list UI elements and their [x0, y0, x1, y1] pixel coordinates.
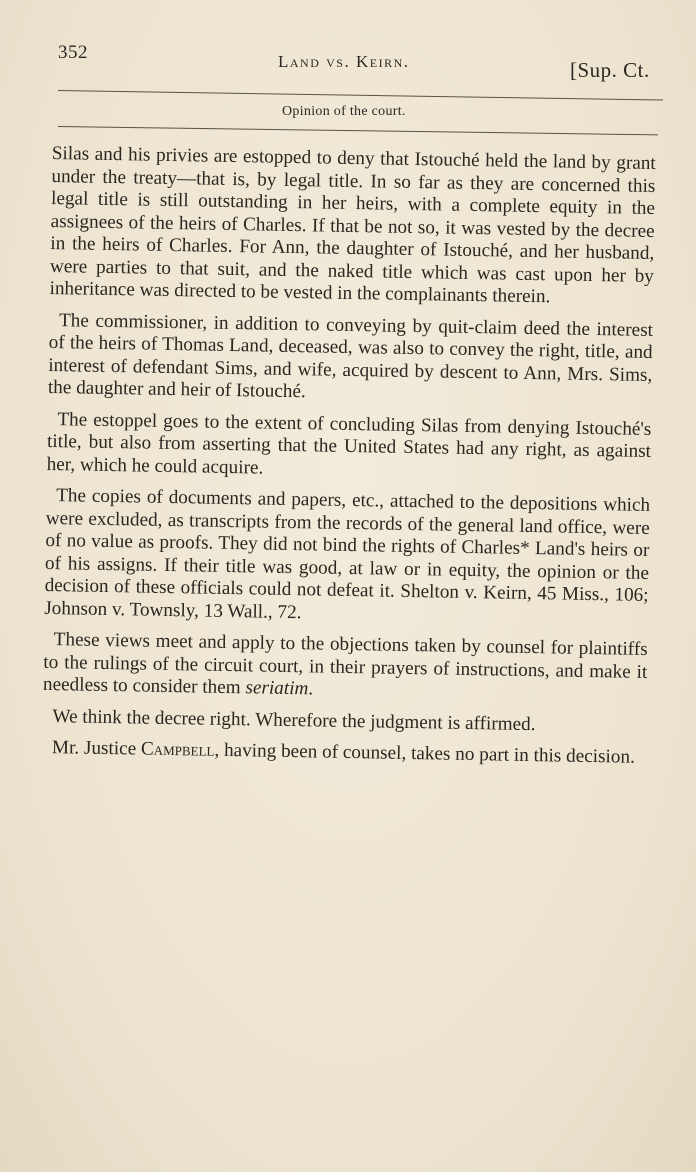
paragraph-5: [43, 629, 648, 707]
paragraph-7: [42, 737, 646, 770]
paragraph-5-end: .: [308, 678, 314, 700]
justice-name: Campbell: [140, 738, 215, 761]
opinion-body: [42, 143, 656, 778]
paragraph-5-italic: seriatim: [245, 677, 309, 700]
page-header: [58, 40, 668, 80]
paragraph-6: We think the decree right. Wherefore the judgment is affirmed.: [52, 705, 536, 735]
paragraph-1: Silas and his privies are estopped to deny that Istouché held the land by grant under the treaty—that is, by legal title. In so far as they are concerned this legal title is still outstanding in her heirs, with a complete equity in the assignees of the heirs of Charles. If that be not so, it was vested by the decree in the heirs of Charles. For Ann, the daughter of Istouché, and her husband, were parties to that suit, and the naked title which was cast upon her by inheritance was directed to be vested in the complainants therein.: [49, 143, 656, 308]
header-rule: [58, 90, 663, 101]
court-tag: [Sup. Ct.: [570, 58, 650, 82]
paragraph-5-text: These views meet and apply to the objections taken by counsel for plaintiffs to the rulings of the circuit court, in their prayers of instructions, and make it needless to consider them: [42, 629, 648, 699]
section-subheading: Opinion of the court.: [282, 104, 406, 119]
paragraph-7-end: , having been of counsel, takes no part in this decision.: [214, 739, 636, 768]
paragraph-4: The copies of documents and papers, etc., attached to the depositions which were excluded, as transcripts from the records of the general land office, were of no value as proofs. They did not bind the rights of Charles* Land's heirs or of his assigns. If their title was good, at law or in equity, the opinion or the decision of these officials could not defeat it. Shelton v. Keirn, 45 Miss., 106; Johnson v. Townsly, 13 Wall., 72.: [44, 485, 651, 623]
paragraph-2: The commissioner, in addition to conveying by quit-claim deed the interest of the heirs of Thomas Land, deceased, was also to convey the right, title, and interest of defendant Sims, and wife, acquired by descent to Ann, Mrs. Sims, the daughter and heir of Istouché.: [47, 309, 654, 403]
paragraph-3: The estoppel goes to the extent of concluding Silas from denying Istouché's title, but also from asserting that the United States had any right, as against her, which he could acquire.: [46, 408, 652, 479]
subheading-rule: [58, 126, 658, 135]
paragraph-7-text: Mr. Justice: [51, 737, 142, 760]
running-head: Land vs. Keirn.: [278, 52, 410, 71]
page-number: 352: [58, 42, 88, 63]
